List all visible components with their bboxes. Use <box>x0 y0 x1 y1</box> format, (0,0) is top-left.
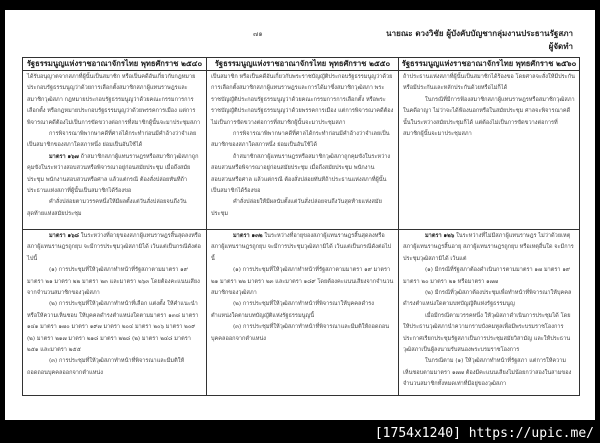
table-row <box>23 71 580 230</box>
section-text: ถ้าสมาชิกสภาผู้แทนราษฎรหรือสมาชิกวุฒิสภาถูกคุมขังในระหว่างสอบสวนหรือพิจารณาอยู่ก่อนสมัยประชุม เมื่อถึงสมัยประชุม พนักงานสอบสวนหรือศาล แล้วแต่กรณี ต้องสั่งปล่อยทันทีถ้าประธานแห่งสภาที่ผู้นั้นเป็นสมาชิกได้ร้องขอ <box>27 153 199 195</box>
section-text: ในระหว่างที่ไม่มีสภาผู้แทนราษฎร ไม่ว่าด้วยเหตุสภาผู้แทนราษฎรสิ้นอายุ สภาผู้แทนราษฎรถูกยุบ หรือเหตุอื่นใด จะมีการประชุมวุฒิสภามิได้ เว้นแต่ <box>403 233 574 262</box>
cell-2540 <box>23 230 207 396</box>
paragraph: ในกรณีที่มีการฟ้องสมาชิกสภาผู้แทนราษฎรหรือสมาชิกวุฒิสภาในคดีอาญา ไม่ว่าจะได้ฟ้องนอกหรือในสมัยประชุม ศาลจะพิจารณาคดีนั้นในระหว่างสมัยประชุมก็ได้ แต่ต้องไม่เป็นการขัดขวางต่อการที่สมาชิกผู้นั้นจะมาประชุมสภา <box>403 96 575 138</box>
section-number: มาตรา ๑๒๖ <box>425 233 455 239</box>
paragraph: ถ้าประธานแห่งสภาที่ผู้นั้นเป็นสมาชิกได้ร้องขอ โดยศาลจะสั่งให้มีประกัน หรือมีประกันและหลักประกันด้วยหรือไม่ก็ได้ <box>403 74 575 92</box>
paragraph: (๒) การประชุมที่ให้วุฒิสภาทำหน้าที่พิจารณาให้บุคคลดำรงตำแหน่งใดตามบทบัญญัติแห่งรัฐธรรมนูญนี้ <box>211 301 374 319</box>
header-2550: รัฐธรรมนูญแห่งราชอาณาจักรไทย พุทธศักราช ๒๕๕๐ <box>207 58 399 71</box>
paragraph: (๓) การประชุมที่ให้วุฒิสภาทำหน้าที่พิจารณาและมีมติให้ถอดถอนบุคคลออกจากตำแหน่ง <box>211 324 390 342</box>
paragraph: (๑) การประชุมที่ให้วุฒิสภาทำหน้าที่รัฐสภาตามมาตรา ๑๙ มาตรา ๒๑ มาตรา ๒๒ มาตรา ๒๓ และมาตรา ๑๘๙ โดยต้องคะแนนเสียงจากจำนวนสมาชิกของวุฒิสภา <box>211 267 394 297</box>
author-name: นายณะ ดวงวิชัย ผู้บังคับบัญชากลุ่มงานประธานรัฐสภา <box>386 29 573 38</box>
header-2560: รัฐธรรมนูญแห่งราชอาณาจักรไทย พุทธศักราช ๒๕๖๐ <box>399 58 580 71</box>
author-role: ผู้จัดทำ <box>548 42 573 51</box>
paragraph: (๒) มีกรณีที่วุฒิสภาต้องประชุมเพื่อทำหน้าที่พิจารณาให้บุคคลดำรงตำแหน่งใดตามบทบัญญัติแห่งรัฐธรรมนูญ <box>403 290 572 308</box>
cell-2560 <box>399 230 580 396</box>
paragraph: (๓) การประชุมที่ให้วุฒิสภาทำหน้าที่พิจารณาและมีมติให้ถอดถอนบุคคลออกจากตำแหน่ง <box>27 358 185 376</box>
paragraph <box>403 231 575 265</box>
author-block <box>386 27 573 53</box>
paragraph: การพิจารณาพิพากษาคดีที่ศาลได้กระทำก่อนมีคำอ้างว่าจำเลยเป็นสมาชิกของสภาใดสภาหนึ่ง ย่อมเป็นอันใช้ได้ <box>211 131 390 149</box>
paragraph <box>27 231 202 265</box>
section-text: ในระหว่างที่อายุของสภาผู้แทนราษฎรสิ้นสุดลงหรือสภาผู้แทนราษฎรถูกยุบ จะมีการประชุมวุฒิสภามิได้ เว้นแต่เป็นกรณีดังต่อไปนี้ <box>27 233 202 262</box>
paragraph: (๑) การประชุมที่ให้วุฒิสภาทำหน้าที่รัฐสภาตามมาตรา ๑๙ มาตรา ๒๑ มาตรา ๒๒ มาตรา ๒๓ และมาตรา ๒๖๓ โดยต้องคะแนนเสียงจากจำนวนสมาชิกของวุฒิสภา <box>27 267 200 297</box>
section-number: มาตรา ๑๖๘ <box>49 233 79 239</box>
paragraph: ถ้าสมาชิกสภาผู้แทนราษฎรหรือสมาชิกวุฒิสภาถูกคุมขังในระหว่างสอบสวนหรือพิจารณาอยู่ก่อนสมัยประชุม เมื่อถึงสมัยประชุม พนักงานสอบสวนหรือศาล แล้วแต่กรณี ต้องสั่งปล่อยทันทีถ้าประธานแห่งสภาที่ผู้นั้นเป็นสมาชิกได้ร้องขอ <box>211 153 391 195</box>
paragraph <box>27 152 202 198</box>
cell-2550 <box>207 230 399 396</box>
table-header-row <box>23 58 580 71</box>
paragraph: ในกรณีตาม (๑) ให้วุฒิสภาทำหน้าที่รัฐสภา แต่การให้ความเห็นชอบตามมาตรา ๑๗๗ ต้องมีคะแนนเสียงไม่น้อยกว่าสองในสามของจำนวนสมาชิกทั้งหมดเท่าที่มีอยู่ของวุฒิสภา <box>403 358 572 388</box>
paragraph: คำสั่งปล่อยตามวรรคหนึ่งให้มีผลตั้งแต่วันสั่งปล่อยจนถึงวันสุดท้ายแห่งสมัยประชุม <box>27 199 187 217</box>
table-row <box>23 230 580 396</box>
cell-2540 <box>23 71 207 230</box>
document-page <box>5 10 595 420</box>
header-2540: รัฐธรรมนูญแห่งราชอาณาจักรไทย พุทธศักราช ๒๕๔๐ <box>23 58 207 71</box>
page-number: ๗๑ <box>253 30 263 38</box>
paragraph: คำสั่งปล่อยให้มีผลนับตั้งแต่วันสั่งปล่อยจนถึงวันสุดท้ายแห่งสมัยประชุม <box>211 199 382 217</box>
paragraph: เป็นสมาชิก หรือเป็นคดีอันเกี่ยวกับพระราชบัญญัติประกอบรัฐธรรมนูญว่าด้วยการเลือกตั้งสมาชิกสภาผู้แทนราษฎรและการได้มาซึ่งสมาชิกวุฒิสภา พระราชบัญญัติประกอบรัฐธรรมนูญว่าด้วยคณะกรรมการการเลือกตั้ง หรือพระราชบัญญัติประกอบรัฐธรรมนูญว่าด้วยพรรคการเมือง แต่การพิจารณาคดีต้องไม่เป็นการขัดขวางต่อการที่สมาชิกผู้นั้นจะมาประชุมสภา <box>211 74 394 126</box>
paragraph: ได้รับอนุญาตจากสภาที่ผู้นั้นเป็นสมาชิก หรือเป็นคดีอันเกี่ยวกับกฎหมายประกอบรัฐธรรมนูญว่าด้วยการเลือกตั้งสมาชิกสภาผู้แทนราษฎรและสมาชิกวุฒิสภา กฎหมายประกอบรัฐธรรมนูญว่าด้วยคณะกรรมการการเลือกตั้ง หรือกฎหมายประกอบรัฐธรรมนูญว่าด้วยพรรคการเมือง แต่การพิจารณาคดีต้องไม่เป็นการขัดขวางต่อการที่สมาชิกผู้นั้นจะมาประชุมสภา <box>27 74 201 126</box>
section-number: มาตรา ๑๓๒ <box>233 233 263 239</box>
comparison-table <box>22 57 580 396</box>
paragraph: (๒) การประชุมที่ให้วุฒิสภาทำหน้าที่เลือก แต่งตั้ง ให้คำแนะนำหรือให้ความเห็นชอบ ให้บุคคลดำรงตำแหน่งใดตามมาตรา ๑๓๘ มาตรา ๑๔๑ มาตรา ๑๗๐ มาตรา ๑๙๗ มาตรา ๒๐๔ มาตรา ๒๐๖ มาตรา ๒๐๙ (๒) มาตรา ๒๑๗ มาตรา ๒๑๘ มาตรา ๒๒๘ (๒) มาตรา ๒๔๘ มาตรา ๒๕๑ และมาตรา ๒๕๕ <box>27 301 199 354</box>
section-text: ในระหว่างที่อายุของสภาผู้แทนราษฎรสิ้นสุดลงหรือสภาผู้แทนราษฎรถูกยุบ จะมีการประชุมวุฒิสภามิได้ เว้นแต่เป็นกรณีดังต่อไปนี้ <box>211 233 392 262</box>
paragraph: (๑) มีกรณีที่รัฐสภาต้องดำเนินการตามมาตรา ๑๗ มาตรา ๑๙ มาตรา ๒๐ มาตรา ๒๑ หรือมาตรา ๑๗๗ <box>403 267 570 285</box>
section-number: มาตรา ๑๖๗ <box>49 153 79 160</box>
paragraph <box>211 231 394 265</box>
paragraph: เมื่อมีกรณีตามวรรคหนึ่ง ให้วุฒิสภาดำเนินการประชุมได้ โดยให้ประธานวุฒิสภานำความกราบบังคมทูลเพื่อมีพระบรมราชโองการประกาศเรียกประชุมรัฐสภาเป็นการประชุมสมัยวิสามัญ และให้ประธานวุฒิสภาเป็นผู้ลงนามรับสนองพระบรมราชโองการ <box>403 312 571 354</box>
paragraph: การพิจารณาพิพากษาคดีที่ศาลได้กระทำก่อนมีคำอ้างว่าจำเลยเป็นสมาชิกของสภาใดสภาหนึ่ง ย่อมเป็นอันใช้ได้ <box>27 131 197 149</box>
watermark-text: [1754x1240] https://upic.me/ <box>374 426 594 441</box>
cell-2560 <box>399 71 580 230</box>
cell-2550 <box>207 71 399 230</box>
